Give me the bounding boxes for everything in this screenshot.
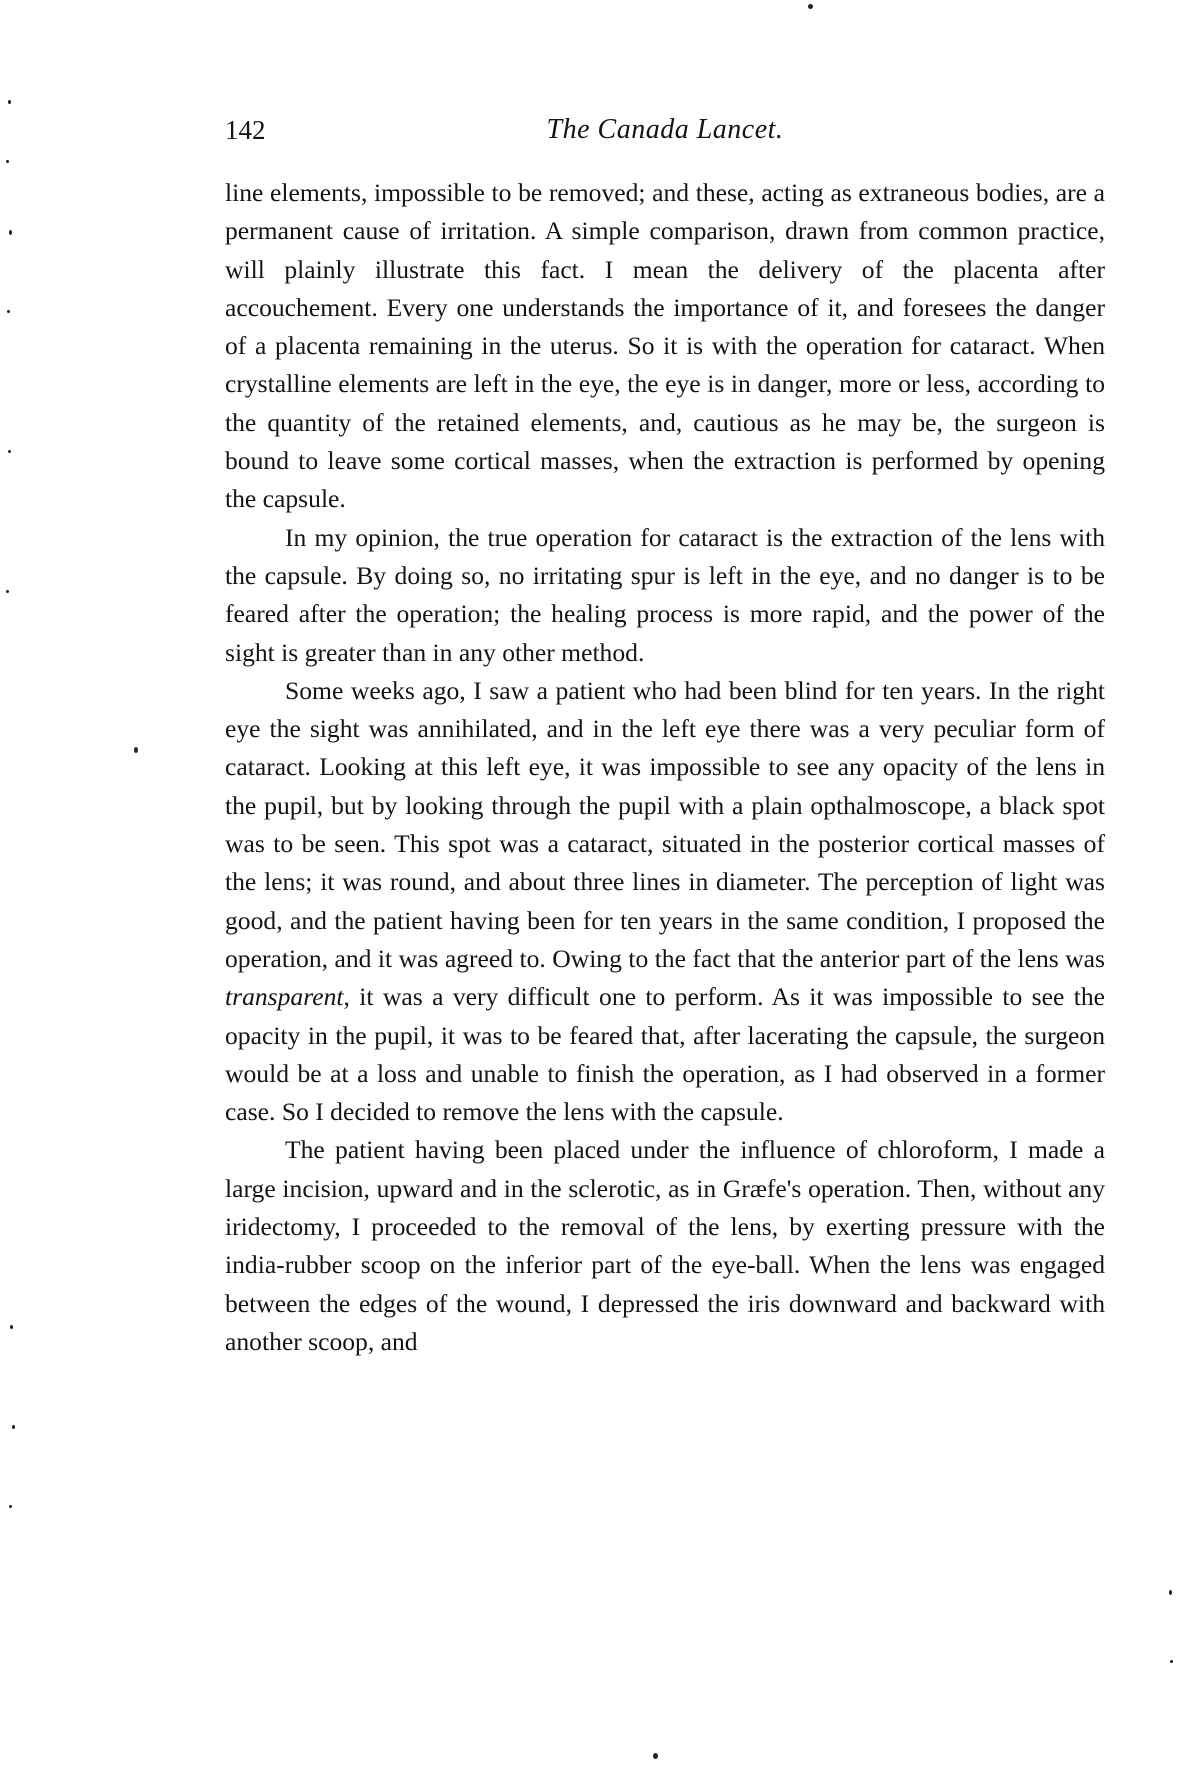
page-header xyxy=(225,110,1105,150)
scan-speck xyxy=(12,1425,15,1429)
paragraph-text: In my opinion, the true operation for cataract is the extraction of the lens with the capsule. By doing so, no irritating spur is left in the eye, and no danger is to be feared after the operation; the healing process is more rapid, and the power of the sight is greater than in any other method. xyxy=(225,522,1105,667)
scan-speck xyxy=(808,4,813,9)
paragraph-4 xyxy=(225,1131,1105,1361)
paragraph-text: Some weeks ago, I saw a patient who had been blind for ten years. In the right eye the sight was annihilated, and in the left eye there was a very peculiar form of cataract. Looking at this left eye, it was impossible to see any opacity of the lens in the pupil, but by looking through the pupil with a plain opthalmoscope, a black spot was to be seen. This spot was a cataract, situated in the posterior cortical masses of the lens; it was round, and about three lines in diameter. The perception of light was good, and the patient having been for ten years in the same condition, I proposed the operation, and it was agreed to. Owing to the fact that the anterior part of the lens was xyxy=(225,675,1105,973)
paragraph-text: The patient having been placed under the influence of chloroform, I made a large incision, upward and in the sclerotic, as in Græfe's operation. Then, without any iridectomy, I proceeded to the removal of the lens, by exerting pressure with the india-rubber scoop on the inferior part of the eye-ball. When the lens was engaged between the edges of the wound, I depressed the iris downward and backward with another scoop, and xyxy=(225,1135,1105,1356)
scan-speck xyxy=(6,590,9,593)
page-number: 142 xyxy=(225,115,266,145)
scan-speck xyxy=(7,310,10,313)
paragraph-1 xyxy=(225,174,1105,519)
scan-speck xyxy=(8,100,11,104)
scan-speck xyxy=(653,1753,658,1759)
paragraph-text-continued: , it was a very difficult one to perform. As it was impossible to see the opacity in the pupil, it was to be feared that, after lacerating the capsule, the surgeon would be at a loss and unable to finish the operation, as I had observed in a former case. So I decided to remove the lens with the capsule. xyxy=(225,982,1105,1127)
scan-speck xyxy=(8,450,11,453)
scan-speck xyxy=(10,1325,13,1329)
scan-speck xyxy=(1170,1660,1173,1663)
body-text xyxy=(225,174,1105,1361)
scan-speck xyxy=(9,1505,12,1508)
scan-speck xyxy=(6,160,9,163)
scan-speck xyxy=(1169,1590,1172,1595)
paragraph-3 xyxy=(225,672,1105,1132)
paragraph-text: line elements, impossible to be removed; and these, acting as extraneous bodies, are a permanent cause of irritation. A simple comparison, drawn from common practice, will plainly illustrate this fact. I mean the delivery of the placenta after accouchement. Every one understands the importance of it, and foresees the danger of a placenta remaining in the uterus. So it is with the operation for cataract. When crystalline elements are left in the eye, the eye is in danger, more or less, according to the quantity of the retained elements, and, cautious as he may be, the surgeon is bound to leave some cortical masses, when the extraction is performed by opening the capsule. xyxy=(225,178,1105,514)
paragraph-2 xyxy=(225,519,1105,672)
running-title: The Canada Lancet. xyxy=(546,114,784,145)
scan-speck xyxy=(9,230,12,235)
scan-speck xyxy=(134,747,138,753)
italic-emphasis: transparent xyxy=(225,982,344,1012)
